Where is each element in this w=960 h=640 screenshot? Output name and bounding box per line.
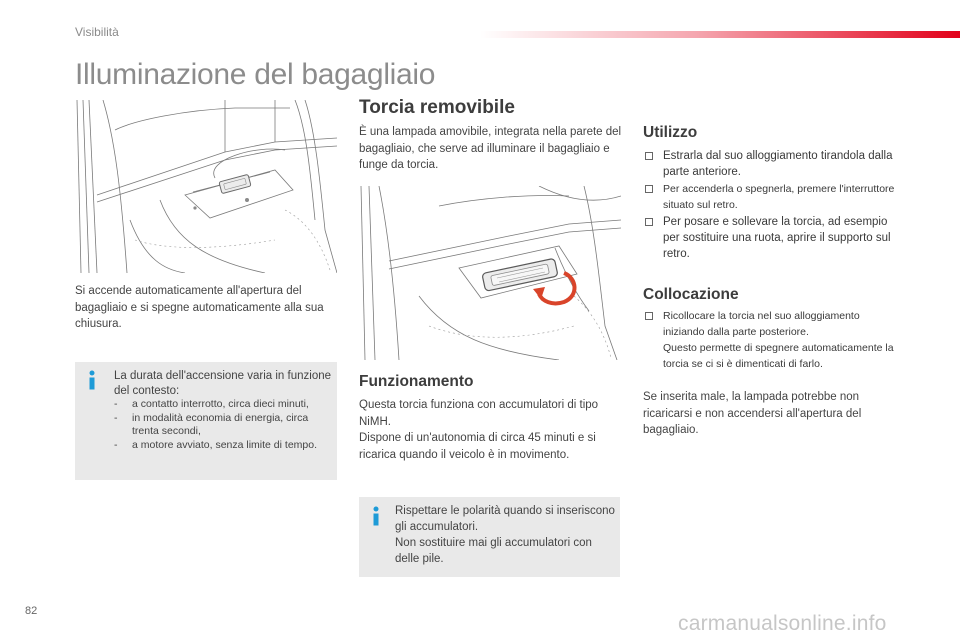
- utilizzo-list: [643, 148, 898, 263]
- collocazione-warning: Se inserita male, la lampada potrebbe non ricaricarsi e non accendersi all'apertura del bagagliaio.: [643, 391, 862, 436]
- funzionamento-p2: Dispone di un'autonomia di circa 45 minuti e si ricarica quando il veicolo è in movimento.: [359, 432, 596, 461]
- list-item: - a motore avviato, senza limite di tempo.: [114, 439, 332, 453]
- section-heading-utilizzo: Utilizzo: [643, 124, 698, 141]
- info-box-batteries: [359, 497, 620, 577]
- info-duration-lead: La durata dell'accensione varia in funzione del contesto:: [114, 370, 332, 397]
- page-number: 82: [25, 605, 38, 617]
- collocazione-note: Questo permette di spegnere automaticamente la torcia se ci si è dimenticati di farlo.: [663, 342, 894, 370]
- trunk-lamp-illustration: [75, 100, 337, 273]
- info-icon: [87, 370, 97, 390]
- list-item: - in modalità economia di energia, circa trenta secondi,: [114, 412, 332, 439]
- list-item: [643, 308, 898, 372]
- funzionamento-text: [359, 397, 624, 463]
- funzionamento-p1: Questa torcia funziona con accumulatori di tipo NiMH.: [359, 399, 599, 428]
- list-item: - a contatto interrotto, circa dieci minuti,: [114, 398, 332, 412]
- list-item: Per accenderla o spegnerla, premere l'interruttore situato sul retro.: [643, 181, 898, 213]
- info-batteries-p1: Rispettare le polarità quando si inseriscono gli accumulatori.: [395, 505, 615, 533]
- list-item: Estrarla dal suo alloggiamento tirandola dalla parte anteriore.: [643, 148, 898, 180]
- torcia-description: È una lampada amovibile, integrata nella parete del bagagliaio, che serve ad illuminare il bagagliaio e funge da torcia.: [359, 126, 622, 171]
- info-icon: [371, 506, 381, 526]
- collocazione-item: Ricollocare la torcia nel suo alloggiamento iniziando dalla parte posteriore.: [663, 310, 860, 338]
- info-duration-text: [114, 369, 332, 452]
- section-heading-collocazione: Collocazione: [643, 286, 739, 303]
- duration-list: [114, 398, 332, 452]
- page-title: Illuminazione del bagagliaio: [75, 58, 436, 91]
- torch-removal-illustration: [359, 186, 621, 360]
- list-item: Per posare e sollevare la torcia, ad esempio per sostituire una ruota, aprire il supporto sul retro.: [643, 214, 898, 262]
- info-box-duration: [75, 362, 337, 480]
- section-label: Visibilità: [75, 25, 119, 39]
- info-batteries-text: [395, 503, 615, 567]
- intro-text: Si accende automaticamente all'apertura del bagagliaio e si spegne automaticamente alla sua chiusura.: [75, 285, 324, 330]
- header-accent-bar: [480, 31, 960, 38]
- collocazione-list: [643, 308, 898, 373]
- info-batteries-p2: Non sostituire mai gli accumulatori con delle pile.: [395, 537, 592, 565]
- section-heading-funzionamento: Funzionamento: [359, 373, 474, 390]
- watermark: carmanualsonline.info: [678, 612, 887, 635]
- section-heading-torcia: Torcia removibile: [359, 97, 515, 118]
